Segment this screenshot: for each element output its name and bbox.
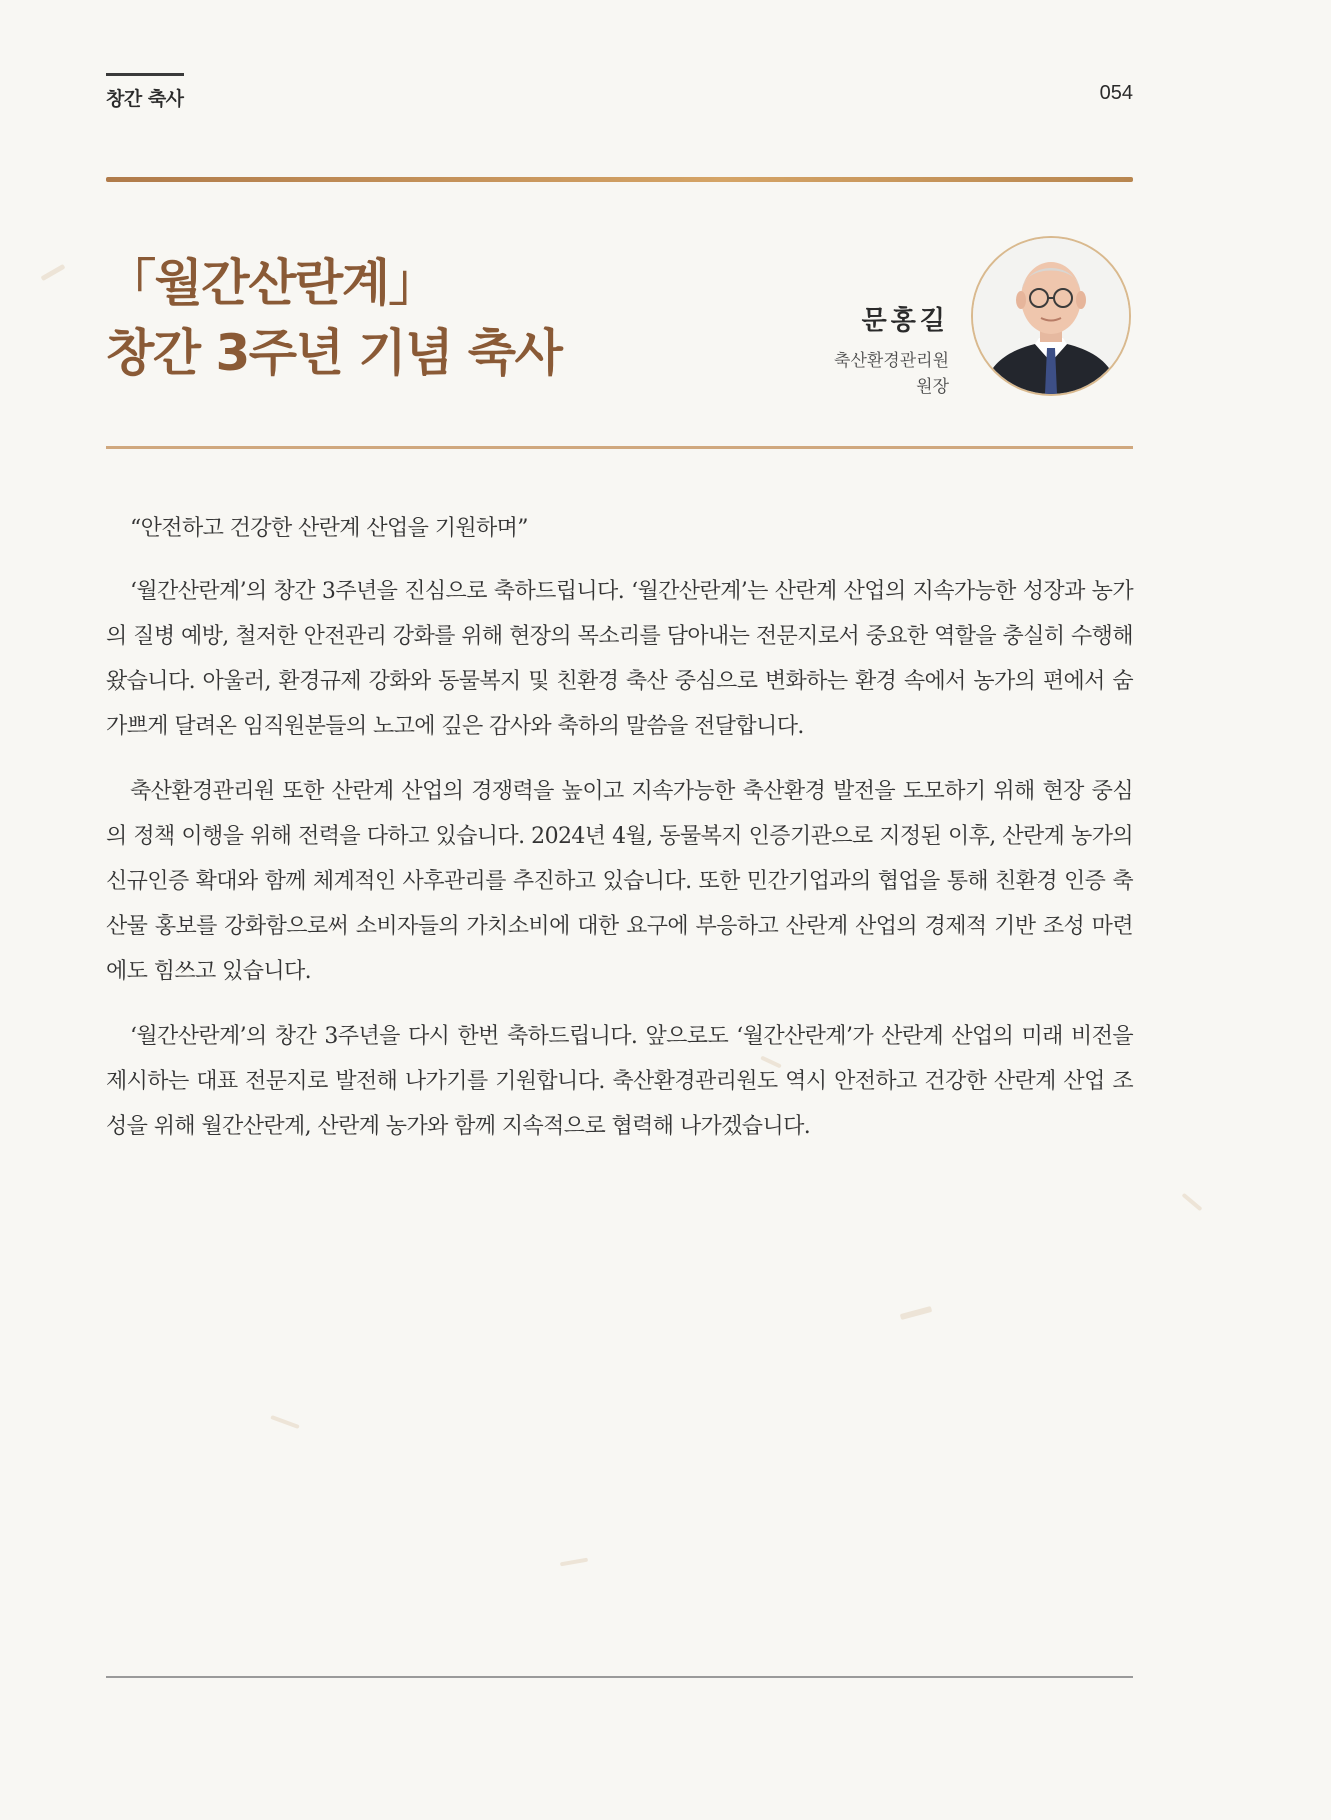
- paper-texture-fleck: [1182, 1193, 1203, 1211]
- article-quote: “안전하고 건강한 산란계 산업을 기원하며”: [130, 516, 528, 541]
- article-paragraph: 축산환경관리원 또한 산란계 산업의 경쟁력을 높이고 지속가능한 축산환경 발전을 도모하기 위해 현장 중심의 정책 이행을 위해 전력을 다하고 있습니다. 2024년 4월, 동물복지 인증기관으로 지정된 이후, 산란계 농가의 신규인증 확대와 함께 체계적인 사후관리를 추진하고 있습니다. 또한 민간기업과의 협업을 통해 친환경 인증 축산물 홍보를 강화함으로써 소비자들의 가치소비에 대한 요구에 부응하고 산란계 산업의 경제적 기반 조성 마련에도 힘쓰고 있습니다.: [106, 779, 1133, 984]
- author-organization: 축산환경관리원: [834, 351, 949, 371]
- portrait-illustration: [973, 238, 1129, 394]
- paper-texture-fleck: [270, 1415, 300, 1429]
- paper-texture-fleck: [900, 1306, 932, 1320]
- headline-line-1: 「월간산란계」: [106, 254, 437, 312]
- page-number: 054: [1099, 82, 1133, 104]
- article-paragraph: ‘월간산란계’의 창간 3주년을 진심으로 축하드립니다. ‘월간산란계’는 산란계 산업의 지속가능한 성장과 농가의 질병 예방, 철저한 안전관리 강화를 위해 현장의 목소리를 담아내는 전문지로서 중요한 역할을 충실히 수행해 왔습니다. 아울러, 환경규제 강화와 동물복지 및 친환경 축산 중심으로 변화하는 환경 속에서 농가의 편에서 숨 가쁘게 달려온 임직원분들의 노고에 깊은 감사와 축하의 말씀을 전달합니다.: [106, 579, 1133, 739]
- article-body: [106, 506, 1133, 1169]
- author-name: 문홍길: [861, 306, 949, 336]
- author-affiliation: [834, 348, 949, 400]
- author-title: 원장: [916, 377, 949, 397]
- section-label: 창간 축사: [106, 73, 184, 111]
- paper-texture-fleck: [560, 1558, 588, 1567]
- author-portrait: [971, 236, 1131, 396]
- footer-divider: [106, 1676, 1133, 1678]
- article-paragraph: ‘월간산란계’의 창간 3주년을 다시 한번 축하드립니다. 앞으로도 ‘월간산란계’가 산란계 산업의 미래 비전을 제시하는 대표 전문지로 발전해 나가기를 기원합니다. 축산환경관리원도 역시 안전하고 건강한 산란계 산업 조성을 위해 월간산란계, 산란계 농가와 함께 지속적으로 협력해 나가겠습니다.: [106, 1024, 1133, 1139]
- header-bottom-divider: [106, 446, 1133, 449]
- headline-line-2: 창간 3주년 기념 축사: [106, 324, 562, 382]
- article-headline: [106, 248, 561, 388]
- top-divider: [106, 177, 1133, 182]
- paper-texture-fleck: [40, 264, 65, 281]
